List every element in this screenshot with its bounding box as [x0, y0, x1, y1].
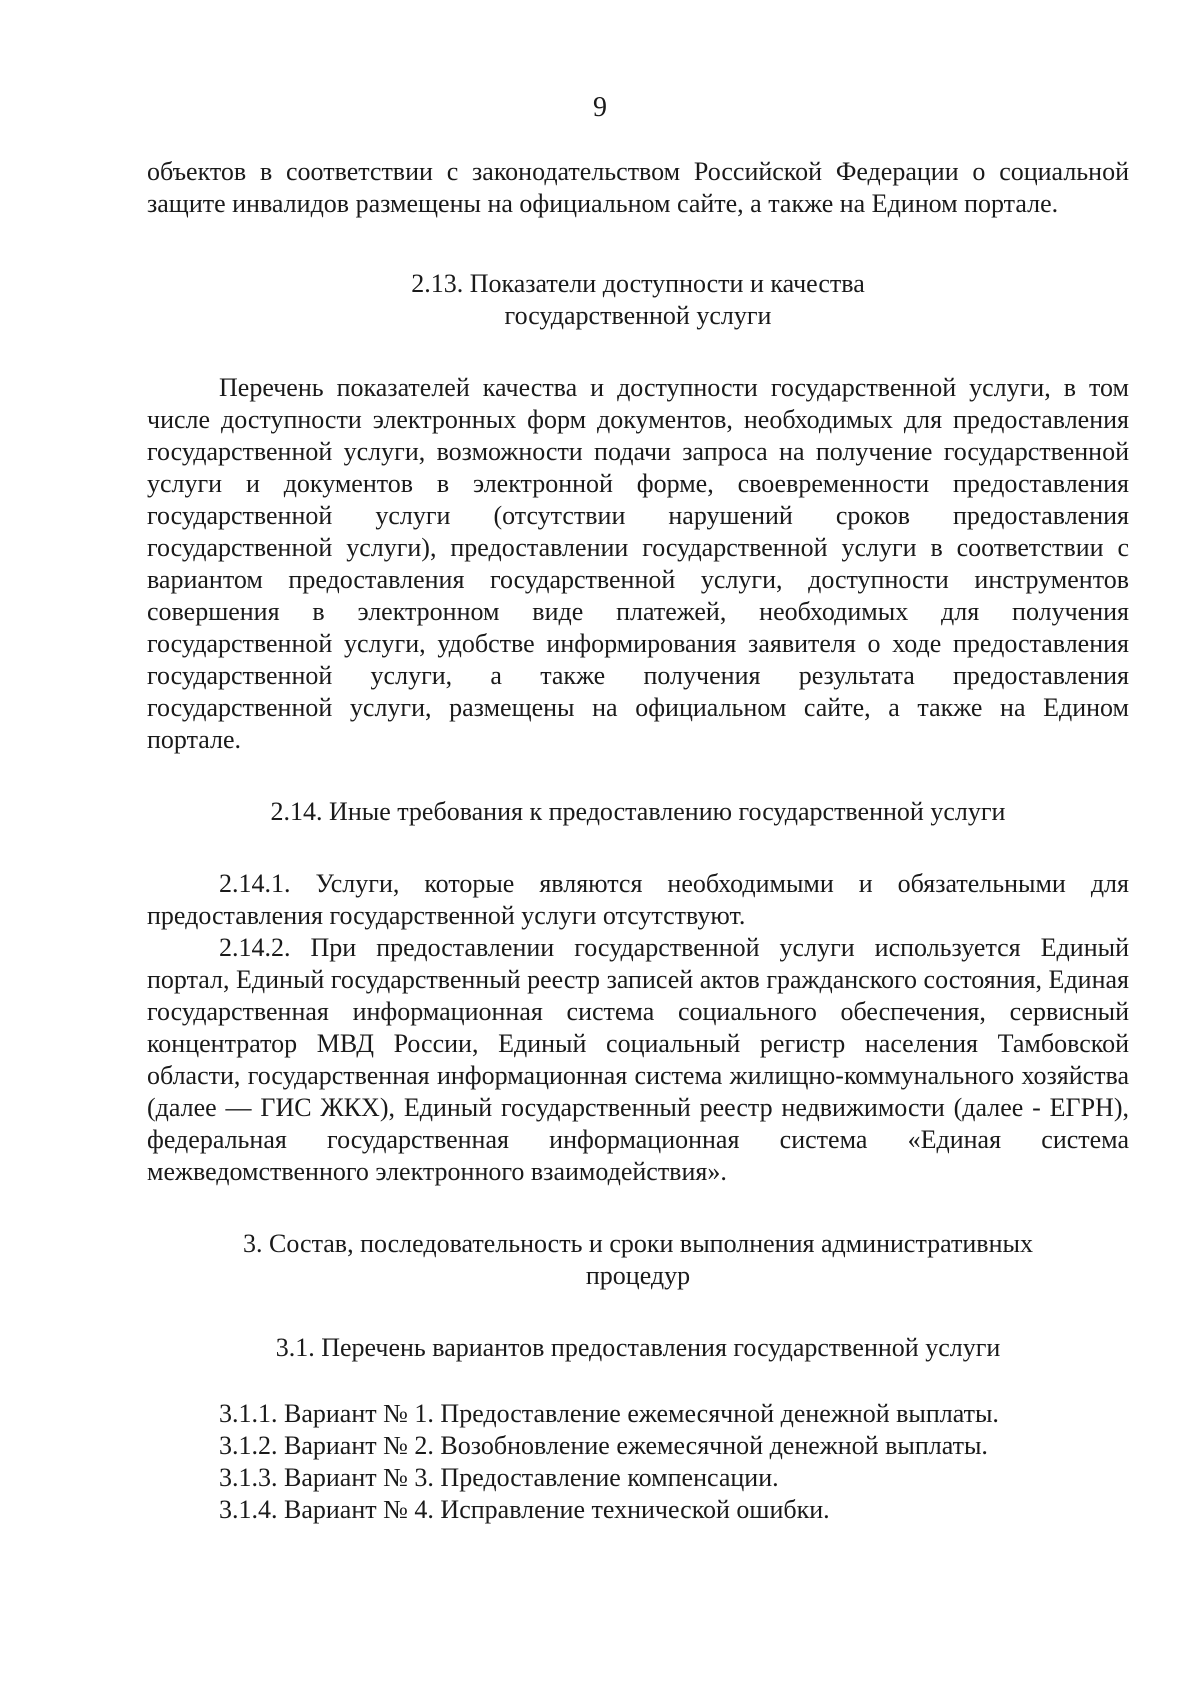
variant-item: 3.1.2. Вариант № 2. Возобновление ежемесячной денежной выплаты. — [219, 1431, 988, 1460]
document-body — [147, 156, 1129, 1526]
section-2-14-heading: 2.14. Иные требования к предоставлению государственной услуги — [270, 797, 1006, 826]
variant-item: 3.1.1. Вариант № 1. Предоставление ежемесячной денежной выплаты. — [219, 1399, 999, 1428]
section-2-13-heading-line1: 2.13. Показатели доступности и качества — [411, 269, 865, 298]
intro-paragraph: объектов в соответствии с законодательством Российской Федерации о социальной защите инвалидов размещены на официальном сайте, а также на Едином портале. — [147, 157, 1129, 218]
section-2-14-1-paragraph: 2.14.1. Услуги, которые являются необходимыми и обязательными для предоставления государственной услуги отсутствуют. — [147, 869, 1129, 930]
section-3-1-heading: 3.1. Перечень вариантов предоставления государственной услуги — [275, 1333, 1001, 1362]
section-2-14-2-paragraph: 2.14.2. При предоставлении государственной услуги используется Единый портал, Единый государственный реестр записей актов гражданского состояния, Единая государственная информационная система социального обеспечения, сервисный концентратор МВД России, Единый социальный регистр населения Тамбовской области, государственная информационная система жилищно-коммунального хозяйства (далее — ГИС ЖКХ), Единый государственный реестр недвижимости (далее - ЕГРН), федеральная государственная информационная система «Единая система межведомственного электронного взаимодействия». — [147, 933, 1129, 1186]
variant-item: 3.1.4. Вариант № 4. Исправление технической ошибки. — [219, 1495, 830, 1524]
page-number: 9 — [593, 92, 607, 123]
section-2-13-heading-line2: государственной услуги — [504, 301, 772, 330]
section-2-13-body: Перечень показателей качества и доступности государственной услуги, в том числе доступности электронных форм документов, необходимых для предоставления государственной услуги, возможности подачи запроса на получение государственной услуги и документов в электронной форме, своевременности предоставления государственной услуги (отсутствии нарушений сроков предоставления государственной услуги), предоставлении государственной услуги в соответствии с вариантом предоставления государственной услуги, доступности инструментов совершения в электронном виде платежей, необходимых для получения государственной услуги, удобстве информирования заявителя о ходе предоставления государственной услуги, а также получения результата предоставления государственной услуги, размещены на официальном сайте, а также на Едином портале. — [147, 373, 1129, 754]
section-3-heading-line2: процедур — [585, 1261, 691, 1290]
variant-item: 3.1.3. Вариант № 3. Предоставление компенсации. — [219, 1463, 779, 1492]
section-3-heading-line1: 3. Состав, последовательность и сроки выполнения административных — [243, 1229, 1033, 1258]
